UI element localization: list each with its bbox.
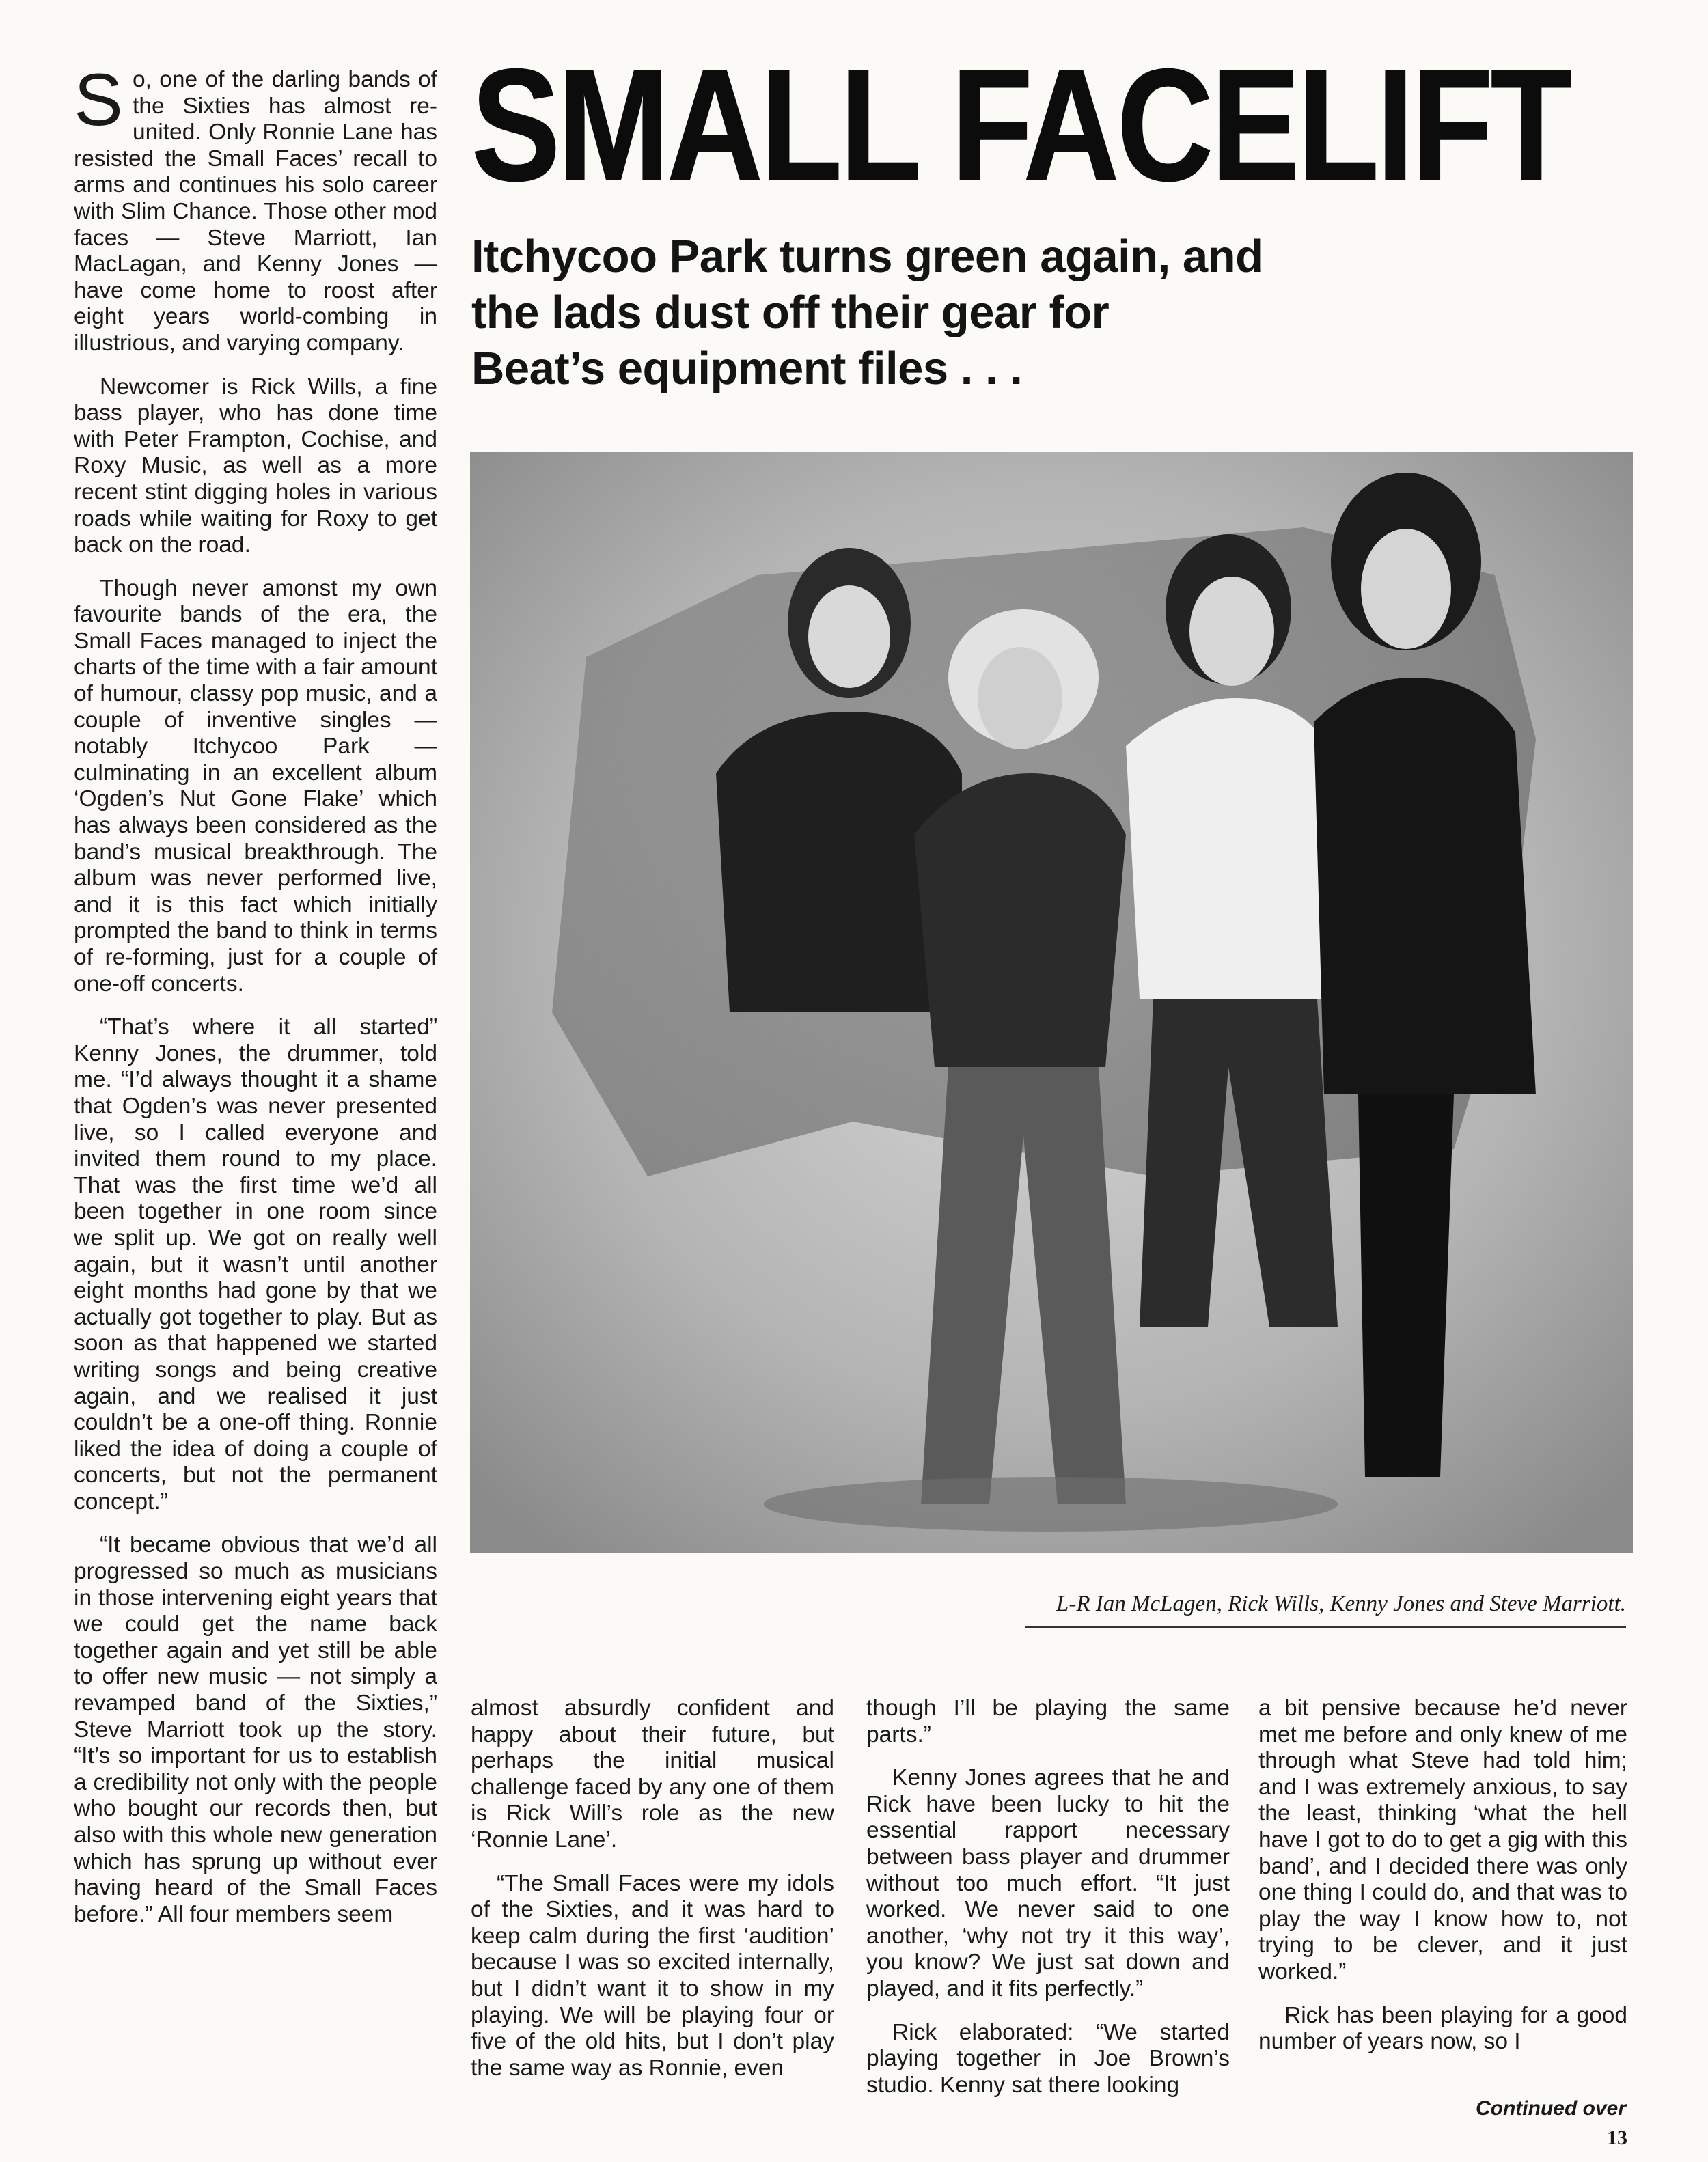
column-2 xyxy=(471,1695,834,2098)
continued-over-label: Continued over xyxy=(1475,2097,1626,2120)
standfirst-line: Beat’s equipment files . . . xyxy=(471,343,1023,394)
band-photo xyxy=(470,452,1633,1553)
article-paragraph: a bit pensive because he’d never met me before and only knew of me through what Steve had told him; and I was extremely anxious, to say the least, thinking ‘what the hell have I got to do to get a gig with this band’, and I decided there was only one thing I could do, and that was to play the way I know how to, not trying to be clever, and it just worked.” xyxy=(1258,1695,1627,1984)
headline: SMALL FACELIFT xyxy=(471,35,1570,214)
article-paragraph: “That’s where it all started” Kenny Jones, the drummer, told me. “I’d always thought it a shame that Ogden’s was never presented live, so I called everyone and invited them round to my place. That was the first time we’d all been together in one room since we split up. We got on really well again, but it wasn’t until another eight months had gone by that we actually got together to play. But as soon as that happened we started writing songs and being creative again, and we realised it just couldn’t be a one-off thing. Ronnie liked the idea of doing a couple of concerts, but not the permanent concept.” xyxy=(74,1014,437,1514)
article-paragraph: though I’ll be playing the same parts.” xyxy=(866,1695,1230,1747)
photo-caption: L-R Ian McLagen, Rick Wills, Kenny Jones and Steve Marriott. xyxy=(1056,1592,1626,1616)
article-paragraph: Rick has been playing for a good number of years now, so I xyxy=(1258,2002,1627,2055)
left-column xyxy=(74,58,437,1945)
article-paragraph: almost absurdly confident and happy about their future, but perhaps the initial musical challenge faced by any one of them is Rick Will’s role as the new ‘Ronnie Lane’. xyxy=(471,1695,834,1853)
column-4 xyxy=(1258,1695,1627,2073)
article-paragraph: Rick elaborated: “We started playing together in Joe Brown’s studio. Kenny sat there looking xyxy=(866,2019,1230,2098)
page-number: 13 xyxy=(1607,2126,1627,2149)
article-paragraph: “It became obvious that we’d all progressed so much as musicians in those intervening eight years that we could get the name back together again and yet still be able to offer new music — not simply a revamped band of the Sixties,” Steve Marriott took up the story. “It’s so important for us to establish a credibility not only with the people who bought our records then, but also with this whole new generation which has sprung up without ever having heard of the Small Faces before.” All four members seem xyxy=(74,1532,437,1927)
drop-cap: S xyxy=(74,58,124,141)
article-paragraph: Kenny Jones agrees that he and Rick have been lucky to hit the essential rapport necessary between bass player and drummer without too much effort. “It just worked. We never said to one another, ‘why not try it this way’, you know? We just sat down and played, and it fits perfectly.” xyxy=(866,1765,1230,2001)
standfirst xyxy=(471,229,1373,397)
standfirst-line: the lads dust off their gear for xyxy=(471,287,1110,338)
article-paragraph: Newcomer is Rick Wills, a fine bass player, who has done time with Peter Frampton, Cochise, and Roxy Music, as well as a more recent stint digging holes in various roads while waiting for Roxy to get back on the road. xyxy=(74,374,437,558)
band-photo-illustration xyxy=(470,452,1633,1553)
article-paragraph: “The Small Faces were my idols of the Sixties, and it was hard to keep calm during the first ‘audition’ because I was so excited internally, but I didn’t want it to show in my playing. We will be playing four or five of the old hits, but I don’t play the same way as Ronnie, even xyxy=(471,1870,834,2081)
caption-rule xyxy=(1025,1626,1626,1628)
column-3 xyxy=(866,1695,1230,2116)
standfirst-line: Itchycoo Park turns green again, and xyxy=(471,231,1263,282)
article-paragraph: Though never amonst my own favourite bands of the era, the Small Faces managed to inject the charts of the time with a fair amount of humour, classy pop music, and a couple of inventive singles — notably Itchycoo Park — culminating in an excellent album ‘Ogden’s Nut Gone Flake’ which has always been considered as the band’s musical breakthrough. The album was never performed live, and it is this fact which initially prompted the band to think in terms of re-forming, just for a couple of one-off concerts. xyxy=(74,575,437,997)
article-paragraph: So, one of the darling bands of the Sixties has almost re-united. Only Ronnie Lane has resisted the Small Faces’ recall to arms and continues his solo career with Slim Chance. Those other mod faces — Steve Marriott, Ian MacLagan, and Kenny Jones — have come home to roost after eight years world-combing in illustrious, and varying company. xyxy=(74,58,437,356)
